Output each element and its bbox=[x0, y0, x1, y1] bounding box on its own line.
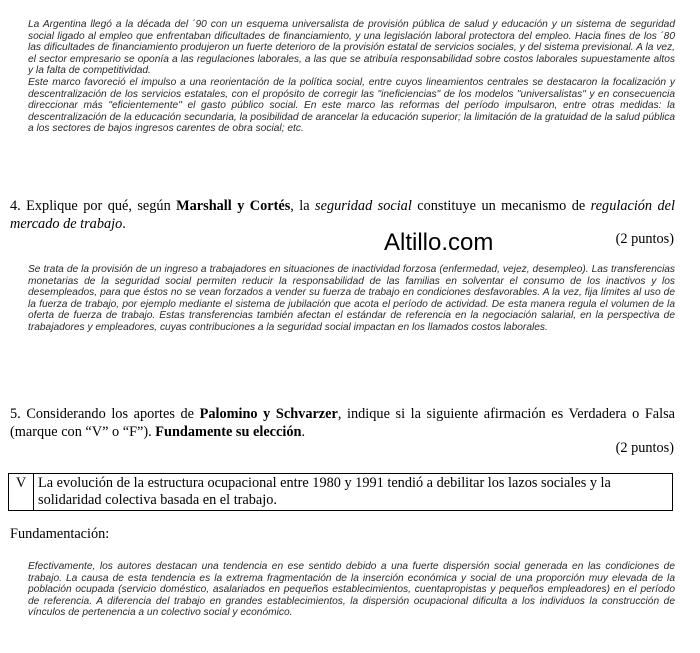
altillo-watermark: Altillo.com bbox=[384, 229, 494, 256]
intro-answer bbox=[28, 19, 675, 135]
question-5-instruction: Fundamente su elección bbox=[155, 424, 302, 440]
question-5-answer: Efectivamente, los autores destacan una tendencia en ese sentido debido a una fuerte dispersión social generada en las condiciones de trabajo. La causa de esta tendencia es la extrema fragmentación de la inserción económica y social de una proporción muy elevada de la población ocupada (servicio doméstico, asalariados en pequeños establecimientos, cuentapropistas y pequeños empleadores) en el período de referencia. A diferencia del trabajo en grandes establecimientos, la dispersión ocupacional dificulta a los individuos la construcción de vínculos de pertenencia a un colectivo social y económico. bbox=[28, 561, 675, 619]
question-4-points: (2 puntos) bbox=[615, 231, 674, 247]
answer-mark-cell: V bbox=[9, 474, 34, 511]
intro-answer-paragraph-1: La Argentina llegó a la década del ´90 con un esquema universalista de provisión pública de salud y educación y un sistema de seguridad social ligado al empleo que enfrentaban dificultades de financiamiento, y una legislación laboral protectora del empleo. Hacia fines de los ´80 las dificultades de financiamiento produjeron un fuerte deterioro de la provisión estatal de servicios sociales, y del sistema previsional. A la vez, el sector empresario se oponía a las regulaciones laborales, a las que se atribuía responsabilidad sobre costos laborales supuestamente altos y la falta de competitividad. bbox=[28, 19, 675, 77]
statement-cell: La evolución de la estructura ocupacional entre 1980 y 1991 tendió a debilitar los lazos sociales y la solidaridad colectiva basada en el trabajo. bbox=[34, 474, 673, 511]
question-4-term-seguridad: seguridad social bbox=[315, 198, 412, 214]
question-4-answer: Se trata de la provisión de un ingreso a trabajadores en situaciones de inactividad forzosa (enfermedad, vejez, desempleo). Las transferencias monetarias de la seguridad social permiten reducir la responsabilidad de las familias en solventar el consumo de los inactivos y los desempleados, para que éstos no se vean forzados a vender su fuerza de trabajo en condiciones desfavorables. A la vez, fija límites al uso de la fuerza de trabajo, por ejemplo mediante el sistema de jubilación que acota el período de actividad. De esta manera regula el volumen de la oferta de fuerza de trabajo. Estas transferencias también afectan el estándar de referencia en la negociación salarial, en la perspectiva de trabajadores y empleadores, cuyas contribuciones a la seguridad social impactan en los llamados costos laborales. bbox=[28, 264, 675, 333]
intro-answer-paragraph-2: Este marco favoreció el impulso a una reorientación de la política social, entre cuyos lineamientos centrales se destacaron la focalización y descentralización de los servicios estatales, con el propósito de corregir las "ineficiencias" de los modelos "universalistas" y en consecuencia direccionar más "eficientemente" el gasto público social. En este marco las reformas del período impulsaron, entre otras medidas: la descentralización de la educación secundaria, la posibilidad de arancelar la educación superior; la limitación de la gratuidad de la salud pública a los sectores de bajos ingresos carentes de obra social; etc. bbox=[28, 76, 675, 135]
question-5-points: (2 puntos) bbox=[615, 440, 674, 456]
question-4: 4. Explique por qué, según Marshall y Cortés, la seguridad social constituye un mecanismo de regulación del mercado de trabajo. bbox=[10, 198, 675, 232]
question-5: 5. Considerando los aportes de Palomino y Schvarzer, indique si la siguiente afirmación es Verdadera o Falsa (marque con “V” o “F”). Fundamente su elección. bbox=[10, 406, 675, 440]
true-false-table bbox=[8, 473, 673, 511]
question-5-authors: Palomino y Schvarzer bbox=[199, 406, 338, 422]
fundamentacion-label: Fundamentación: bbox=[10, 526, 110, 542]
true-false-row bbox=[9, 474, 673, 511]
question-4-authors: Marshall y Cortés bbox=[176, 198, 291, 214]
question-4-term-regulacion: regulación del mercado de trabajo bbox=[10, 198, 675, 232]
